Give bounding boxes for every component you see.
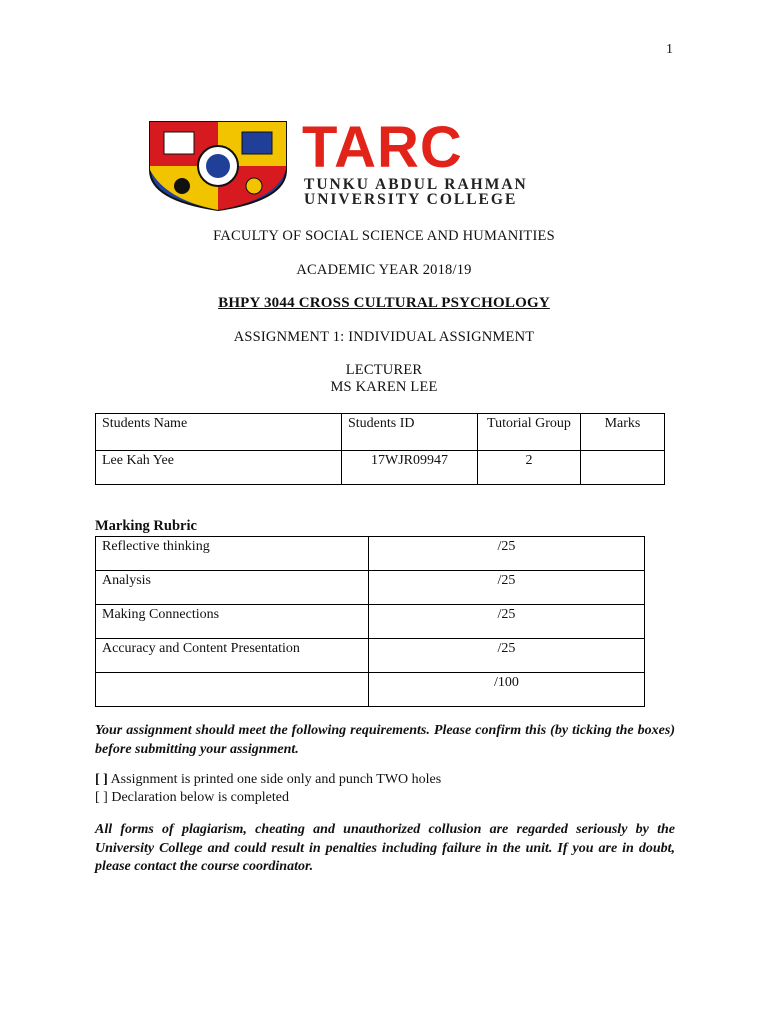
checklist-text: Assignment is printed one side only and punch TWO holes [110,772,442,787]
checklist-item [95,790,289,806]
rubric-score: /25 [369,605,645,639]
rubric-row [96,571,645,605]
student-id-cell: 17WJR09947 [342,451,478,485]
brand-line-1: TUNKU ABDUL RAHMAN [304,176,528,193]
page-number: 1 [666,42,673,57]
header-tutorial-group: Tutorial Group [478,414,581,451]
rubric-total-row [96,673,645,707]
rubric-row [96,605,645,639]
student-name-cell: Lee Kah Yee [96,451,342,485]
rubric-criterion: Analysis [96,571,369,605]
brand-name: TARC [302,115,463,180]
university-crest-icon [146,120,290,212]
rubric-row [96,537,645,571]
checkbox[interactable]: [ ] [95,772,108,787]
assignment-title: ASSIGNMENT 1: INDIVIDUAL ASSIGNMENT [233,329,535,345]
header-students-id: Students ID [342,414,478,451]
lecturer-label: LECTURER [345,362,423,378]
students-table [95,413,665,485]
academic-year: ACADEMIC YEAR 2018/19 [296,262,472,278]
rubric-score: /25 [369,537,645,571]
rubric-criterion [96,673,369,707]
faculty-heading: FACULTY OF SOCIAL SCIENCE AND HUMANITIES [213,228,555,244]
rubric-criterion: Accuracy and Content Presentation [96,639,369,673]
course-title: BHPY 3044 CROSS CULTURAL PSYCHOLOGY [218,295,550,311]
rubric-row [96,639,645,673]
rubric-score: /25 [369,571,645,605]
header-marks: Marks [581,414,665,451]
brand-line-2: UNIVERSITY COLLEGE [304,191,518,208]
requirements-note: Your assignment should meet the following requirements. Please confirm this (by ticking the boxes) before submitting your assignment. [95,723,675,757]
rubric-score: /25 [369,639,645,673]
marks-cell [581,451,665,485]
lecturer-name: MS KAREN LEE [330,379,438,395]
tutorial-group-cell: 2 [478,451,581,485]
university-logo [146,115,576,212]
rubric-total-score: /100 [369,673,645,707]
rubric-criterion: Making Connections [96,605,369,639]
checklist-item [95,772,441,788]
checkbox[interactable]: [ ] [95,790,108,805]
rubric-title: Marking Rubric [95,518,197,534]
header-students-name: Students Name [96,414,342,451]
plagiarism-warning: All forms of plagiarism, cheating and unauthorized collusion are regarded seriously by the University College and could result in penalties including failure in the unit. If you are in doubt, please contact the course coordinator. [95,822,675,874]
checklist-text: Declaration below is completed [111,790,289,805]
rubric-table [95,536,645,707]
rubric-criterion: Reflective thinking [96,537,369,571]
